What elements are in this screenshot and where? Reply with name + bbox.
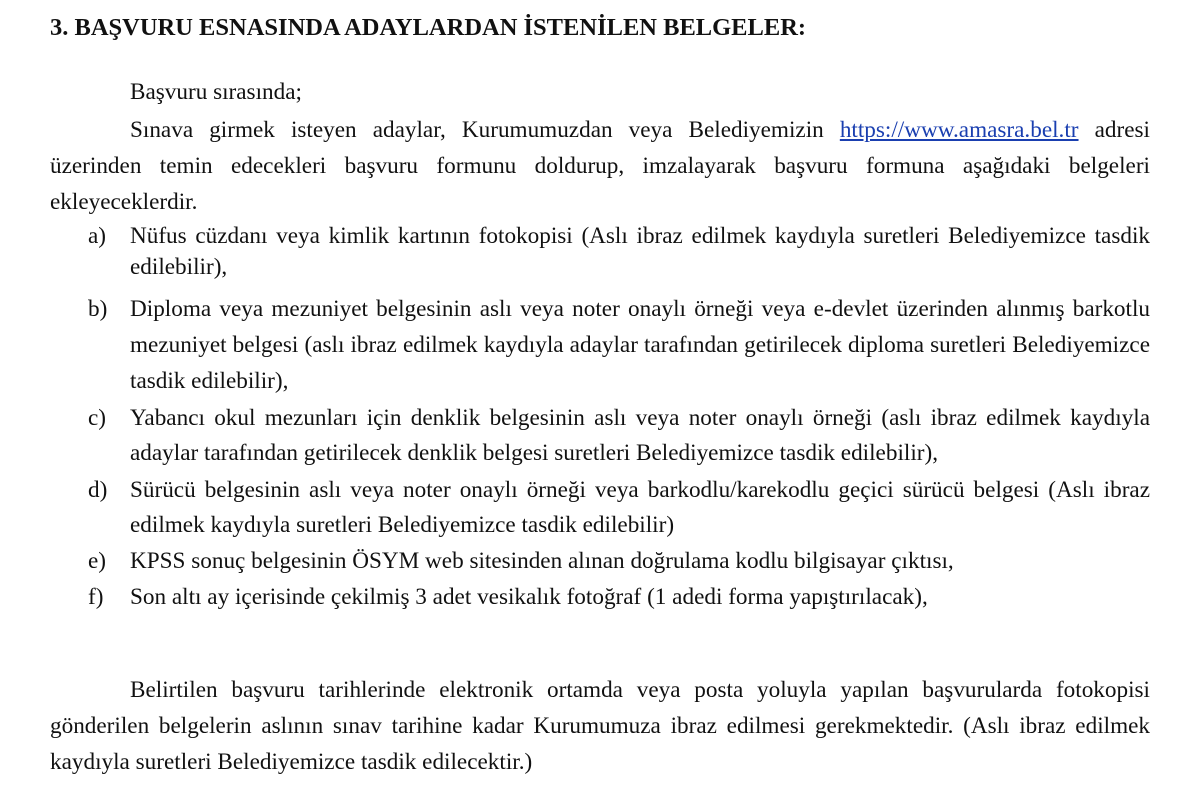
list-item-marker: d): [88, 477, 108, 503]
list-item: [50, 291, 1150, 399]
intro-text-before-link: Sınava girmek isteyen adaylar, Kurumumuzdan veya Belediyemizin: [130, 117, 840, 143]
required-documents-list: [50, 221, 1150, 615]
intro-line: Başvuru sırasında;: [130, 79, 302, 105]
list-item-text: KPSS sonuç belgesinin ÖSYM web sitesinden alınan doğrulama kodlu bilgisayar çıktısı,: [130, 548, 954, 574]
closing-paragraph: Belirtilen başvuru tarihlerinde elektronik ortamda veya posta yoluyla yapılan başvurularda fotokopisi gönderilen belgelerin aslının sınav tarihine kadar Kurumumuza ibraz edilmesi gerekmektedir. (Aslı ibraz edilmek kaydıyla suretleri Belediyemizce tasdik edilecektir.): [50, 677, 1150, 775]
list-item: [50, 580, 1150, 615]
list-item-text: Diploma veya mezuniyet belgesinin aslı veya noter onaylı örneği veya e-devlet üzerinden alınmış barkotlu mezuniyet belgesi (aslı ibraz edilmek kaydıyla adaylar tarafından getirilecek diploma suretleri Belediyemizce tasdik edilebilir),: [130, 296, 1150, 394]
list-item-marker: a): [88, 223, 107, 249]
list-item-marker: c): [88, 405, 107, 431]
list-item: [50, 221, 1150, 283]
list-item: [50, 401, 1150, 471]
intro-paragraph: [50, 112, 1150, 220]
list-item-text: Son altı ay içerisinde çekilmiş 3 adet vesikalık fotoğraf (1 adedi forma yapıştırılacak),: [130, 584, 928, 610]
list-item-text: Sürücü belgesinin aslı veya noter onaylı örneği veya barkodlu/karekodlu geçici sürücü belgesi (Aslı ibraz edilmek kaydıyla suretleri Belediyemizce tasdik edilebilir): [130, 477, 1150, 538]
list-item-marker: f): [88, 584, 104, 610]
section-heading: 3. BAŞVURU ESNASINDA ADAYLARDAN İSTENİLEN BELGELER:: [50, 14, 807, 41]
list-item: [50, 544, 1150, 579]
list-item: [50, 473, 1150, 543]
list-item-marker: b): [88, 296, 108, 322]
list-item-text: Nüfus cüzdanı veya kimlik kartının fotokopisi (Aslı ibraz edilmek kaydıyla suretleri Belediyemizce tasdik edilebilir),: [130, 223, 1150, 280]
list-item-text: Yabancı okul mezunları için denklik belgesinin aslı veya noter onaylı örneği (aslı ibraz edilmek kaydıyla adaylar tarafından getirilecek denklik belgesi suretleri Belediyemizce tasdik edilebilir),: [130, 405, 1150, 466]
list-item-marker: e): [88, 548, 107, 574]
website-link[interactable]: https://www.amasra.bel.tr: [839, 117, 1079, 143]
intro-text-after-link: adresi üzerinden temin edecekleri başvuru formunu doldurup, imzalayarak başvuru formuna aşağıdaki belgeleri ekleyeceklerdir.: [50, 117, 1150, 215]
